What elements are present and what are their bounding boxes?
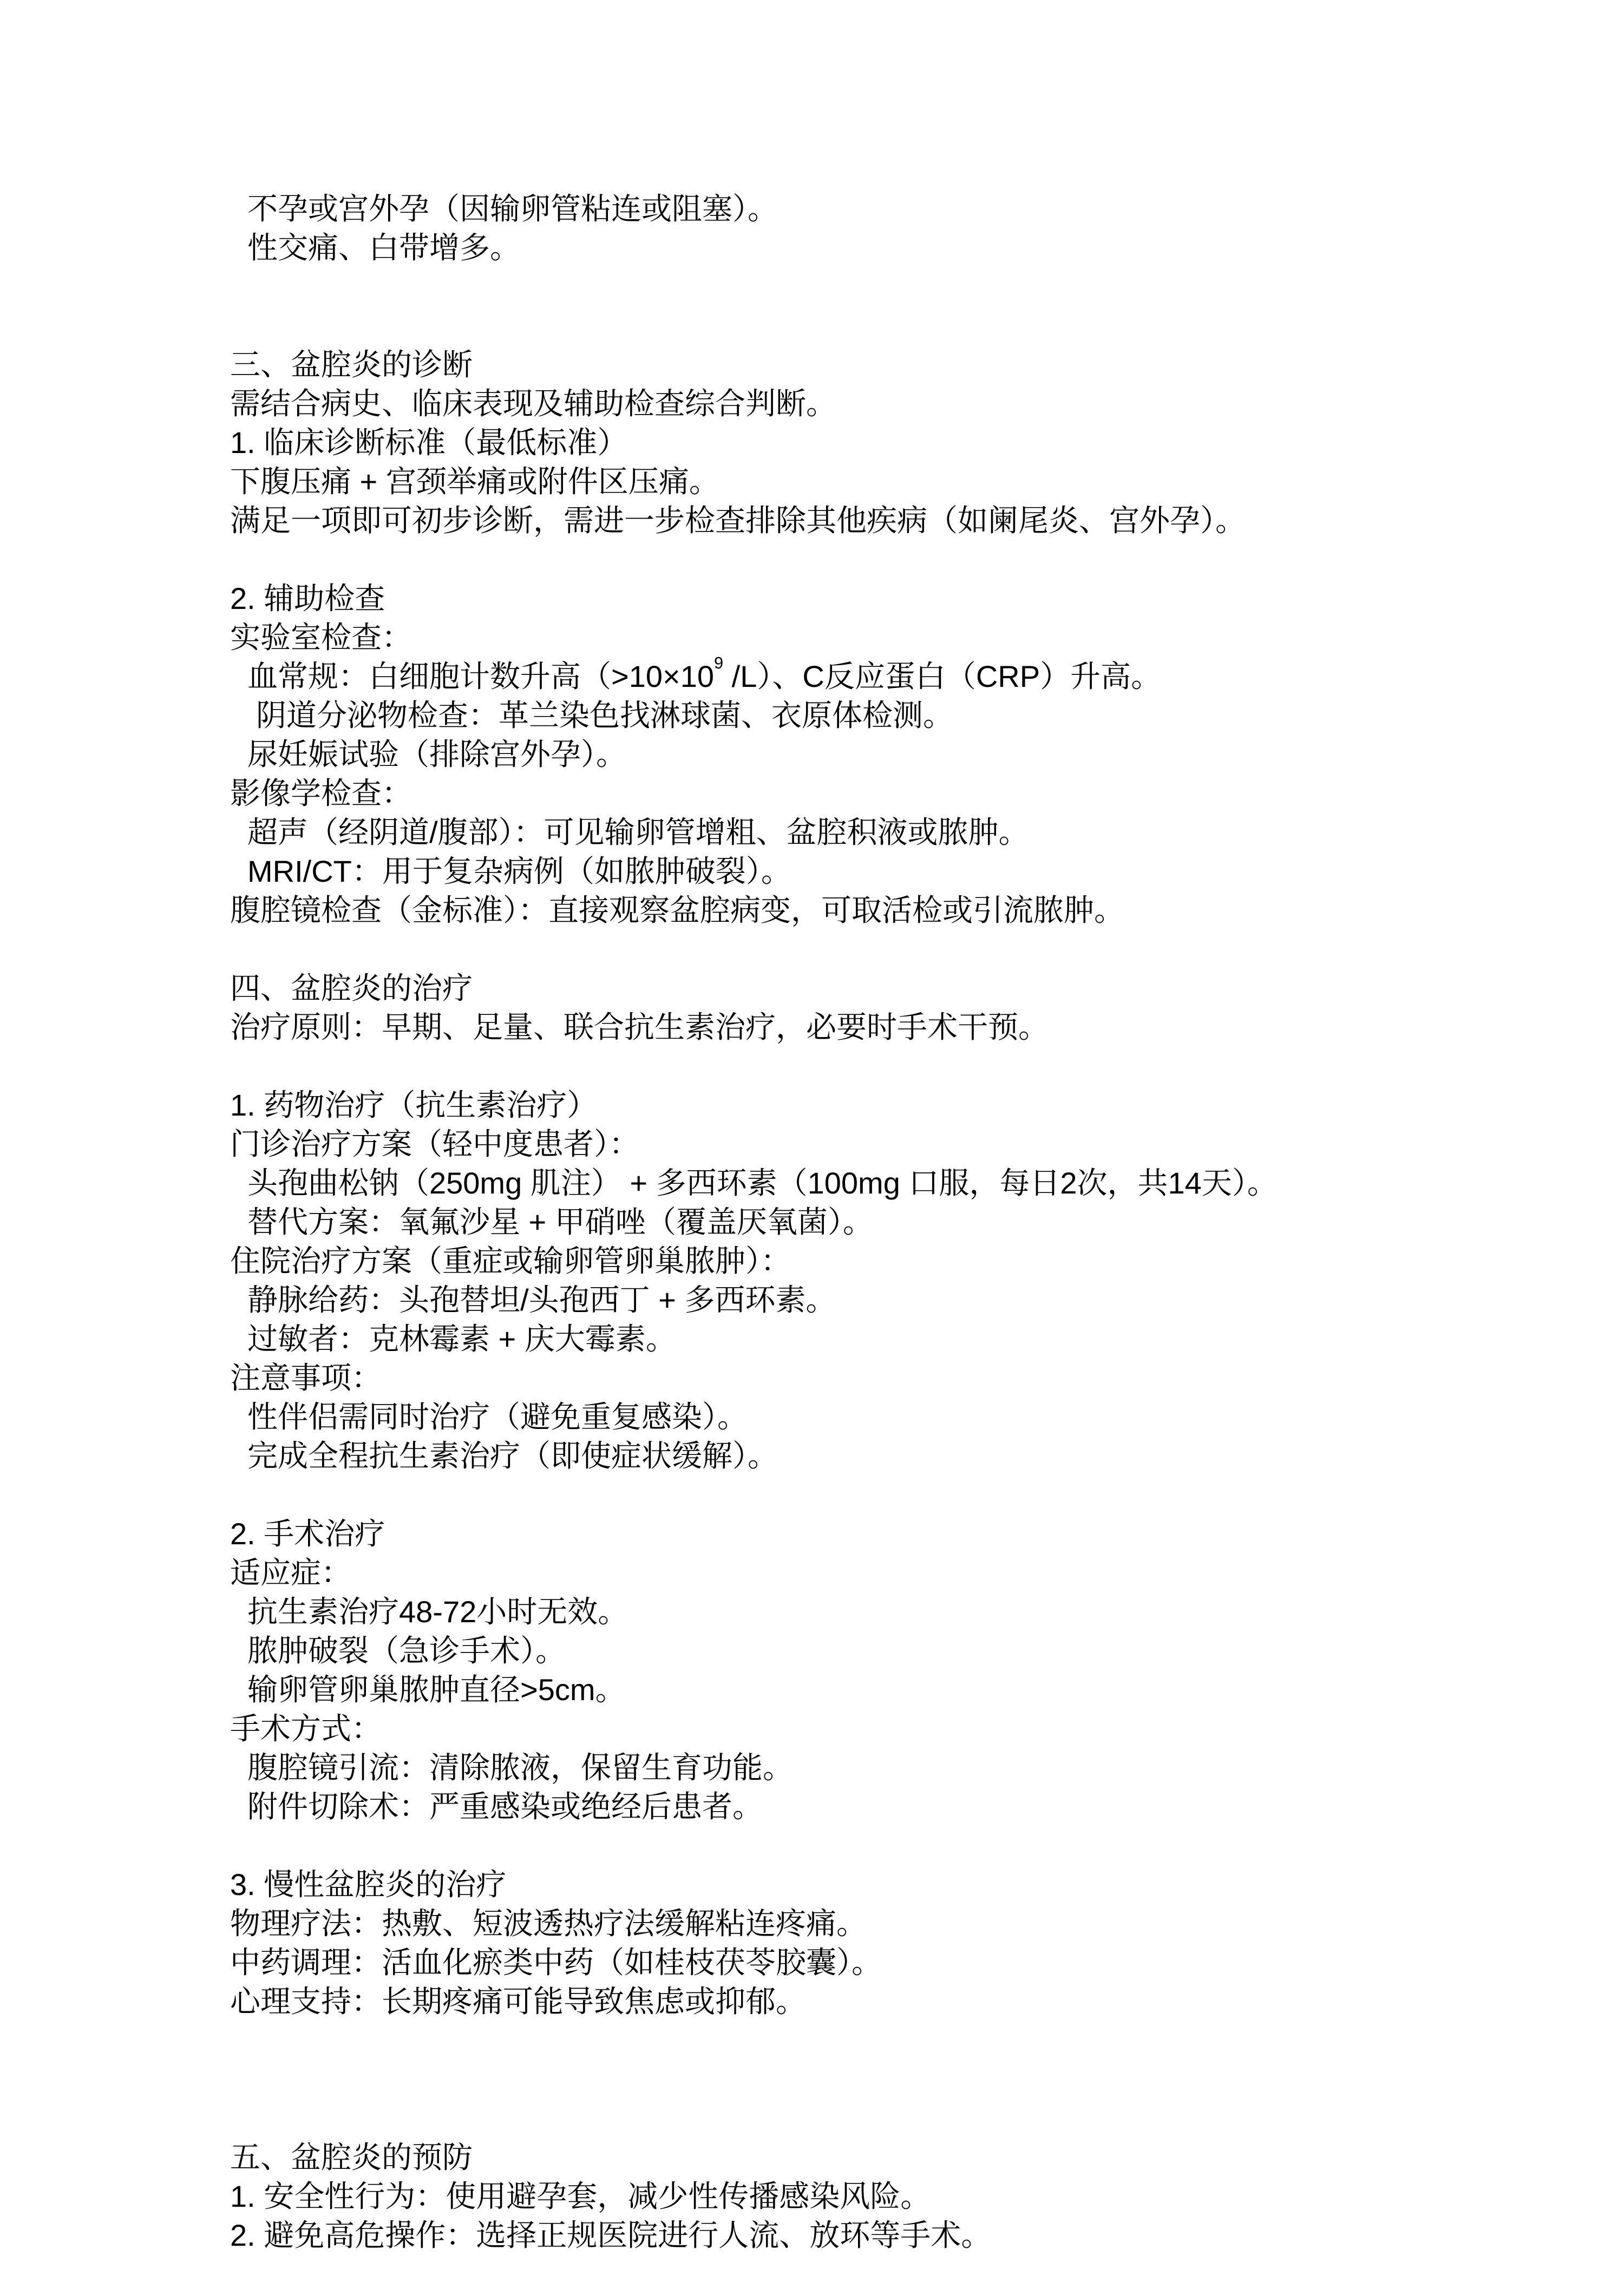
text-line — [230, 653, 1624, 696]
text-segment: /L）、C反应蛋白（CRP）升高。 — [723, 659, 1162, 693]
text-line: 静脉给药：头孢替坦/头孢西丁 + 多西环素。 — [247, 1283, 836, 1317]
text-line: 下腹压痛 + 宫颈举痛或附件区压痛。 — [230, 464, 719, 499]
text-line: 脓肿破裂（急诊手术）。 — [247, 1634, 566, 1668]
text-line: 输卵管卵巢脓肿直径>5cm。 — [247, 1673, 626, 1707]
text-line: 头孢曲松钠（250mg 肌注） + 多西环素（100mg 口服，每日2次，共14天）。 — [247, 1166, 1278, 1200]
text-line: 住院治疗方案（重症或输卵管卵巢脓肿）： — [230, 1244, 791, 1278]
text-line: 手术方式： — [230, 1712, 382, 1746]
text-line: 门诊治疗方案（轻中度患者）： — [230, 1127, 639, 1161]
blank-line — [230, 540, 1624, 579]
text-line: 满足一项即可初步诊断，需进一步检查排除其他疾病（如阑尾炎、宫外孕）。 — [230, 503, 1246, 537]
text-line: 超声（经阴道/腹部）：可见输卵管增粗、盆腔积液或脓肿。 — [247, 815, 1029, 849]
text-line: 完成全程抗生素治疗（即使症状缓解）。 — [247, 1439, 778, 1473]
text-line: 治疗原则：早期、足量、联合抗生素治疗，必要时手术干预。 — [230, 1010, 1049, 1044]
blank-line — [230, 930, 1624, 969]
text-line: 影像学检查： — [230, 776, 412, 810]
text-line: 五、盆腔炎的预防 — [230, 2140, 473, 2174]
text-line: 性伴侣需同时治疗（避免重复感染）。 — [247, 1400, 748, 1434]
blank-line — [230, 2021, 1624, 2060]
text-line: 物理疗法：热敷、短波透热疗法缓解粘连疼痛。 — [230, 1906, 867, 1940]
text-line: 四、盆腔炎的治疗 — [230, 971, 473, 1005]
blank-line — [230, 306, 1624, 345]
text-line: 2. 辅助检查 — [230, 581, 385, 615]
text-line: 1. 临床诊断标准（最低标准） — [230, 425, 628, 460]
text-line: 抗生素治疗48-72小时无效。 — [247, 1595, 628, 1629]
text-line: 替代方案：氧氟沙星 + 甲硝唑（覆盖厌氧菌）。 — [247, 1205, 873, 1239]
superscript-exponent: 9 — [713, 653, 724, 673]
blank-line — [230, 1047, 1624, 1086]
text-line: 阴道分泌物检查：革兰染色找淋球菌、衣原体检测。 — [256, 698, 953, 732]
blank-line — [230, 2099, 1624, 2138]
text-line: 2. 手术治疗 — [230, 1517, 385, 1551]
text-line: 附件切除术：严重感染或绝经后患者。 — [247, 1789, 763, 1824]
blank-line — [230, 1476, 1624, 1514]
blank-line — [230, 267, 1624, 306]
text-line: 1. 药物治疗（抗生素治疗） — [230, 1088, 598, 1122]
text-line: 过敏者：克林霉素 + 庆大霉素。 — [247, 1322, 676, 1356]
text-line: 三、盆腔炎的诊断 — [230, 347, 473, 382]
blank-line — [230, 1826, 1624, 1865]
text-line: 3. 慢性盆腔炎的治疗 — [230, 1867, 507, 1901]
text-line: 尿妊娠试验（排除宫外孕）。 — [247, 737, 626, 771]
blank-line — [230, 2060, 1624, 2099]
text-line: 中药调理：活血化瘀类中药（如桂枝茯苓胶囊）。 — [230, 1945, 882, 1979]
text-line: 腹腔镜引流：清除脓液，保留生育功能。 — [247, 1750, 793, 1785]
text-line: 注意事项： — [230, 1361, 382, 1395]
text-line: 需结合病史、临床表现及辅助检查综合判断。 — [230, 386, 836, 421]
text-line: 腹腔镜检查（金标准）：直接观察盆腔病变，可取活检或引流脓肿。 — [230, 893, 1124, 927]
text-line: 实验室检查： — [230, 620, 412, 654]
text-line: 适应症： — [230, 1556, 351, 1590]
text-line: 1. 安全性行为：使用避孕套，减少性传播感染风险。 — [230, 2179, 931, 2213]
text-line: 性交痛、白带增多。 — [247, 231, 520, 265]
text-segment: 血常规：白细胞计数升高（>10×10 — [247, 659, 714, 693]
document-body — [230, 189, 1624, 2255]
text-line: 心理支持：长期疼痛可能导致焦虑或抑郁。 — [230, 1984, 806, 2018]
text-line: MRI/CT：用于复杂病例（如脓肿破裂）。 — [247, 854, 791, 888]
text-line: 2. 避免高危操作：选择正规医院进行人流、放环等手术。 — [230, 2218, 992, 2252]
text-line: 不孕或宫外孕（因输卵管粘连或阻塞）。 — [247, 192, 778, 226]
